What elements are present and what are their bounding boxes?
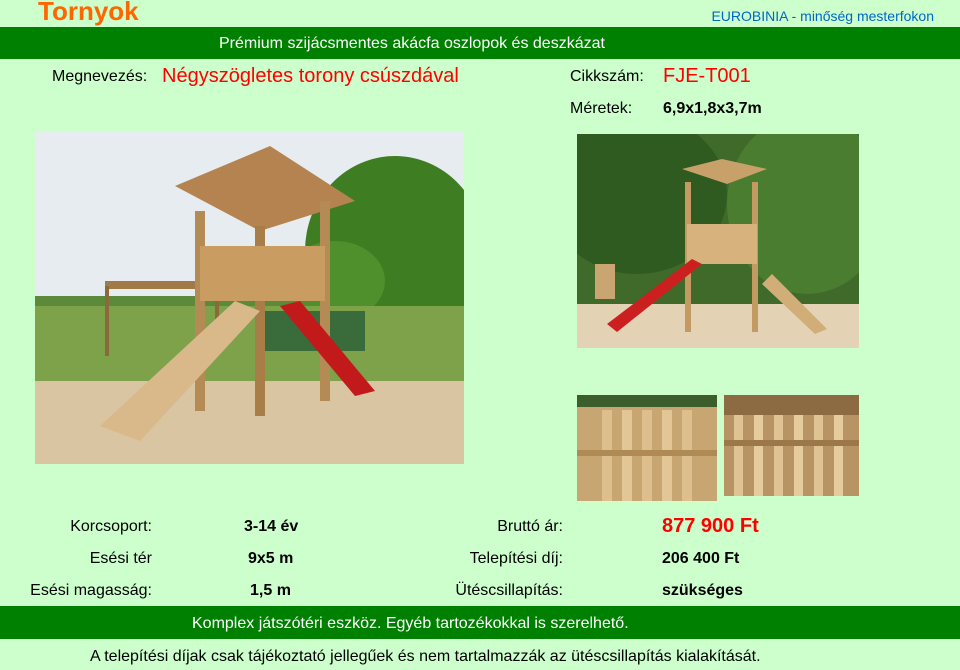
wooden-railing-photo <box>577 395 717 501</box>
page-title: Tornyok <box>38 0 139 26</box>
wooden-fence-photo <box>724 395 859 496</box>
impact-label: Ütéscsillapítás: <box>455 582 563 599</box>
product-photo-side <box>577 134 859 348</box>
name-label: Megnevezés: <box>52 68 148 85</box>
sku-label: Cikkszám: <box>570 68 644 85</box>
size-label: Méretek: <box>570 100 633 117</box>
fall-height-label: Esési magasság: <box>30 582 152 599</box>
subtitle-banner <box>0 27 960 59</box>
fall-area-label: Esési tér <box>89 550 152 567</box>
subtitle-text: Prémium szijácsmentes akácfa oszlopok és deszkázat <box>219 35 605 52</box>
impact-value: szükséges <box>662 582 743 599</box>
playground-tower-photo-main <box>35 131 464 464</box>
age-value: 3-14 év <box>244 518 299 535</box>
footer-note: A telepítési díjak csak tájékoztató jellegűek és nem tartalmazzák az ütéscsillapítás kialakítását. <box>90 648 761 665</box>
price-label: Bruttó ár: <box>497 518 563 535</box>
fall-area-value: 9x5 m <box>248 550 294 567</box>
price-value: 877 900 Ft <box>662 515 759 537</box>
install-label: Telepítési díj: <box>469 550 563 567</box>
footer-banner <box>0 606 960 639</box>
product-photo-detail-2 <box>724 395 859 496</box>
product-photo-main <box>35 131 464 464</box>
product-photo-detail-1 <box>577 395 717 501</box>
age-label: Korcsoport: <box>70 518 152 535</box>
product-size: 6,9x1,8x3,7m <box>663 100 762 117</box>
playground-tower-photo-side <box>577 134 859 348</box>
fall-height-value: 1,5 m <box>250 582 291 599</box>
product-name: Négyszögletes torony csúszdával <box>162 65 459 87</box>
footer-banner-text: Komplex játszótéri eszköz. Egyéb tartozékokkal is szerelhető. <box>192 615 629 632</box>
product-sku: FJE-T001 <box>663 65 751 87</box>
install-value: 206 400 Ft <box>662 550 740 567</box>
company-tagline: EUROBINIA - minőség mesterfokon <box>711 8 934 24</box>
